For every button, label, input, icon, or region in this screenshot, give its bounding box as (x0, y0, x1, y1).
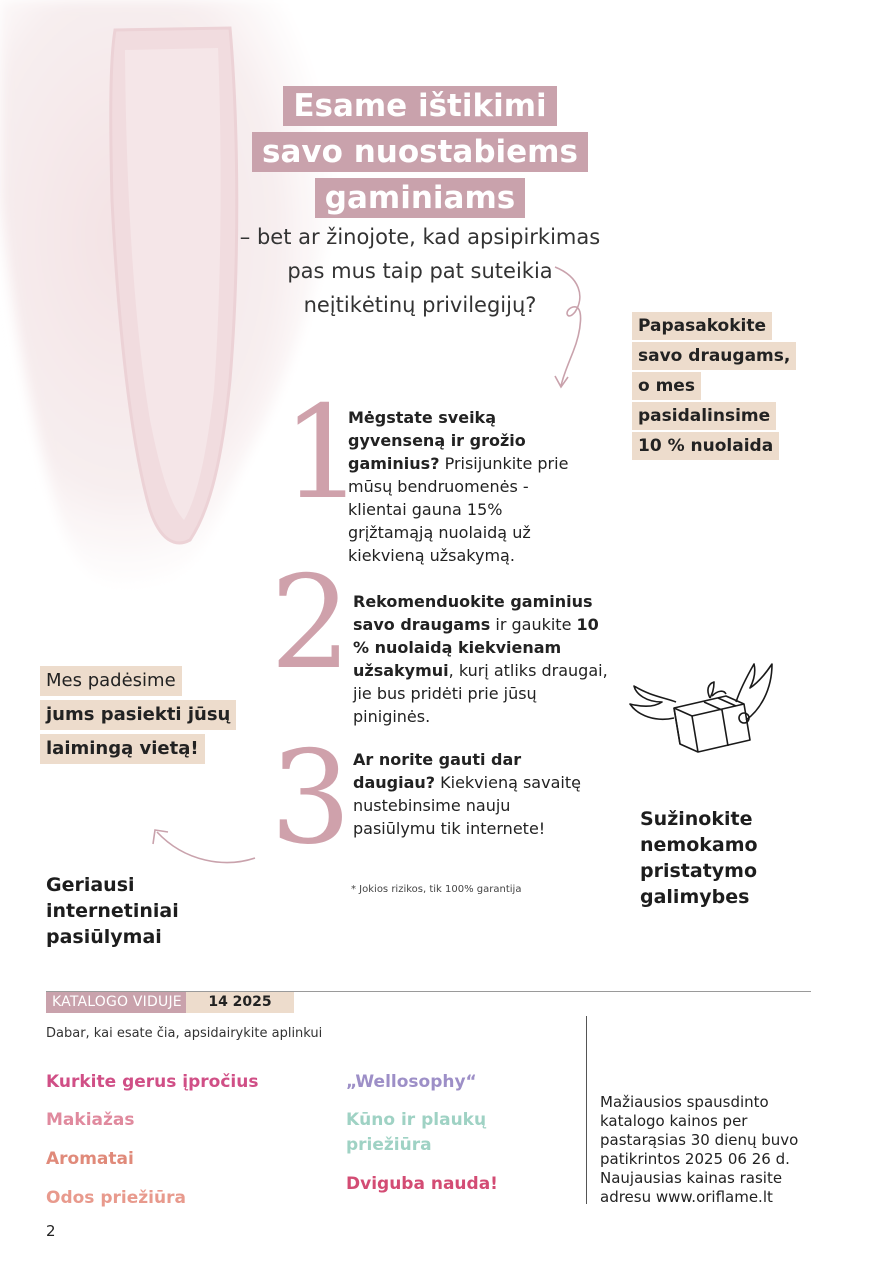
curved-arrow-down-icon (545, 262, 595, 392)
headline-line-1: Esame ištikimi (283, 86, 556, 126)
step-3-text (353, 748, 593, 840)
subheadline-line-3: neįtikėtinų privilegijų? (303, 293, 537, 317)
free-delivery-info: Sužinokite nemokamo pristatymo galimybes (640, 808, 758, 908)
step-3-bold: Ar norite gauti dar daugiau? (353, 750, 522, 792)
step-1-bold: Mėgstate sveiką gyvenseną ir grožio gaminius? (348, 408, 526, 473)
step-2-text (353, 590, 618, 728)
catalog-issue-date: 14 2025 (186, 992, 294, 1013)
best-online-offers: Geriausi internetiniai pasiūlymai (46, 874, 179, 948)
headline-line-2: savo nuostabiems (252, 132, 588, 172)
step-2-body-2: , kurį atliks draugai, jie bus pridėti prie jūsų piniginės. (353, 661, 608, 726)
curved-arrow-left-icon (145, 822, 260, 870)
step-2-bold-1: Rekomenduokite gaminius savo draugams (353, 592, 593, 634)
catalog-link-body-hair-care[interactable]: Kūno ir plaukų priežiūra (346, 1110, 487, 1155)
referral-line-5: 10 % nuolaida (632, 432, 779, 460)
step-1-numeral: 1 (282, 379, 364, 528)
subheadline-line-1: – bet ar žinojote, kad apsipirkimas (239, 225, 601, 249)
step-2-body-1: ir gaukite (490, 615, 577, 634)
winged-gift-box-icon (626, 660, 778, 760)
price-disclaimer: Mažiausios spausdinto katalogo kainos per pastarąsias 30 dienų buvo patikrintos 2025 06 26 d. Naujausias kainas rasite adresu www.oriflame.lt (600, 1093, 799, 1206)
happy-place-line-2: jums pasiekti jūsų (40, 700, 236, 730)
step-1-body: Prisijunkite prie mūsų bendruomenės - klientai gauna 15% grįžtamąją nuolaidą už kiekvieną užsakymą. (348, 454, 569, 565)
page-number: 2 (46, 1222, 56, 1240)
catalog-inside-tag: KATALOGO VIDUJE (46, 992, 188, 1013)
step-2-bold-2: 10 % nuolaidą kiekvienam užsakymui (353, 615, 599, 680)
subheadline-line-2: pas mus taip pat suteikia (287, 259, 553, 283)
step-3-body: Kiekvieną savaitę nustebinsime nauju pasiūlymu tik internete! (353, 773, 581, 838)
footnote: * Jokios rizikos, tik 100% garantija (351, 884, 522, 895)
catalog-link-wellosophy[interactable]: „Wellosophy“ (346, 1072, 477, 1092)
happy-place-callout (40, 666, 260, 768)
referral-callout (632, 312, 822, 462)
step-3-numeral: 3 (270, 724, 352, 873)
catalog-link-double-benefit[interactable]: Dviguba nauda! (346, 1174, 498, 1194)
referral-line-3: o mes (632, 372, 701, 400)
catalog-link-skincare[interactable]: Odos priežiūra (46, 1188, 186, 1208)
catalog-link-makeup[interactable]: Makiažas (46, 1110, 135, 1130)
vertical-divider (586, 1016, 587, 1204)
referral-line-2: savo draugams, (632, 342, 796, 370)
catalog-subtitle: Dabar, kai esate čia, apsidairykite aplinkui (46, 1026, 323, 1041)
catalog-link-good-habits[interactable]: Kurkite gerus įpročius (46, 1072, 259, 1092)
headline-line-3: gaminiams (315, 178, 525, 218)
headline (230, 86, 610, 224)
step-1-text (348, 406, 578, 567)
referral-line-4: pasidalinsime (632, 402, 776, 430)
happy-place-line-3: laimingą vietą! (40, 734, 205, 764)
happy-place-line-1: Mes padėsime (40, 666, 182, 696)
step-2-numeral: 2 (270, 549, 352, 698)
referral-line-1: Papasakokite (632, 312, 772, 340)
catalog-link-fragrances[interactable]: Aromatai (46, 1149, 134, 1169)
